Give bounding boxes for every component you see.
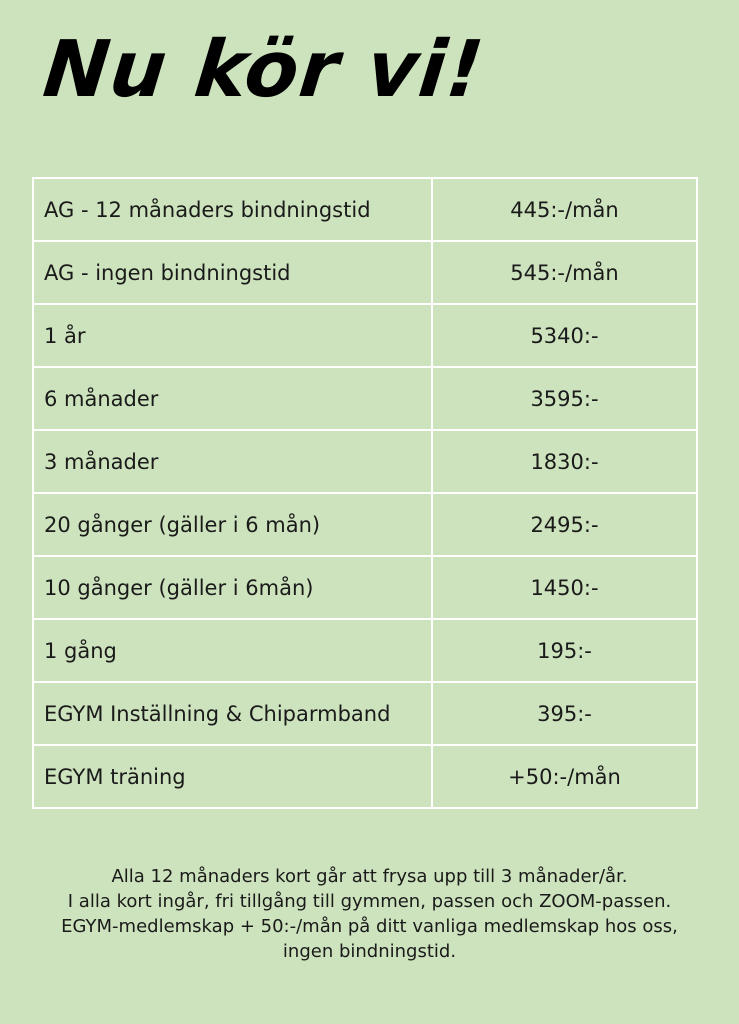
membership-label: 10 gånger (gäller i 6mån) (33, 556, 432, 619)
table-row (33, 241, 697, 304)
membership-label: 20 gånger (gäller i 6 mån) (33, 493, 432, 556)
table-row (33, 493, 697, 556)
membership-label: AG - 12 månaders bindningstid (33, 178, 432, 241)
price-table (32, 177, 698, 809)
membership-price: 1450:- (432, 556, 697, 619)
membership-label: 3 månader (33, 430, 432, 493)
table-row (33, 304, 697, 367)
membership-price: 395:- (432, 682, 697, 745)
table-row (33, 745, 697, 808)
footer-line: EGYM-medlemskap + 50:-/mån på ditt vanliga medlemskap hos oss, (61, 916, 678, 937)
footer-line: I alla kort ingår, fri tillgång till gymmen, passen och ZOOM-passen. (67, 891, 672, 912)
membership-price: 1830:- (432, 430, 697, 493)
footer-line: Alla 12 månaders kort går att frysa upp till 3 månader/år. (111, 866, 628, 887)
membership-price: 3595:- (432, 367, 697, 430)
table-row (33, 178, 697, 241)
page-title: Nu kör vi! (39, 25, 489, 115)
table-row (33, 367, 697, 430)
membership-price: 545:-/mån (432, 241, 697, 304)
membership-label: AG - ingen bindningstid (33, 241, 432, 304)
table-row (33, 619, 697, 682)
membership-price: 195:- (432, 619, 697, 682)
membership-label: 1 gång (33, 619, 432, 682)
membership-label: 1 år (33, 304, 432, 367)
table-row (33, 682, 697, 745)
membership-price: +50:-/mån (432, 745, 697, 808)
footer-line: ingen bindningstid. (282, 941, 457, 962)
membership-price: 5340:- (432, 304, 697, 367)
membership-label: 6 månader (33, 367, 432, 430)
table-row (33, 430, 697, 493)
membership-price: 445:-/mån (432, 178, 697, 241)
footer-note (0, 864, 739, 964)
membership-label: EGYM Inställning & Chiparmband (33, 682, 432, 745)
membership-label: EGYM träning (33, 745, 432, 808)
table-row (33, 556, 697, 619)
membership-price: 2495:- (432, 493, 697, 556)
